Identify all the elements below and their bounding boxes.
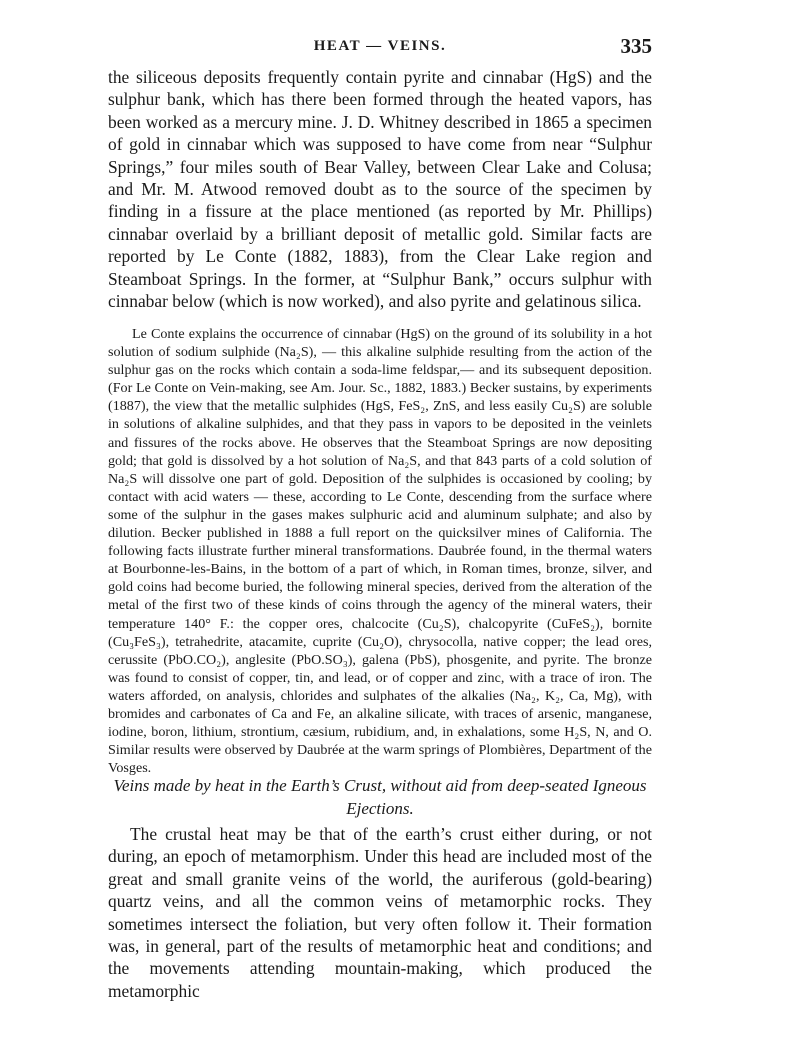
section-heading: Veins made by heat in the Earth’s Crust, without aid from deep-seated Igneous Ejections. bbox=[113, 776, 647, 818]
body-paragraph-2: The crustal heat may be that of the earth’s crust either during, or not during, an epoch of metamorphism. Under this head are included most of the great and small granite veins of the world, the auriferous (gold-bearing) quartz veins, and all the common veins of metamorphic rocks. They sometimes intersect the foliation, but very often follow it. Their formation was, in general, part of the results of metamorphic heat and conditions; and the movements attending mountain-making, which produced the metamorphic bbox=[108, 824, 652, 1001]
body-paragraph-1: the siliceous deposits frequently contain pyrite and cinnabar (HgS) and the sulphur bank, which has there been formed through the heated vapors, has been worked as a mercury mine. J. D. Whitney described in 1865 a specimen of gold in cinnabar which was supposed to have come from near “Sulphur Springs,” four miles south of Bear Valley, between Clear Lake and Colusa; and Mr. M. Atwood removed doubt as to the source of the specimen by finding in a fissure at the place mentioned (as reported by Mr. Phillips) cinnabar overlaid by a brilliant deposit of metallic gold. Similar facts are reported by Le Conte (1882, 1883), from the Clear Lake region and Steamboat Springs. In the former, at “Sulphur Bank,” occurs sulphur with cinnabar below (which is now worked), and also pyrite and gelatinous silica. bbox=[108, 67, 652, 312]
small-type-paragraph: Le Conte explains the occurrence of cinnabar (HgS) on the ground of its solubility in a hot solution of sodium sulphide (Na₂S), — this alkaline sulphide resulting from the action of the sulphur gas on the rocks which contain a soda-lime feldspar,— and its subsequent deposition. (For Le Conte on Vein-making, see Am. Jour. Sc., 1882, 1883.) Becker sustains, by experiments (1887), the view that the metallic sulphides (HgS, FeS₂, ZnS, and less easily Cu₂S) are soluble in solutions of alkaline sulphides, and that they pass in vapors to be deposited in the veinlets and fissures of the rocks above. He observes that the Steamboat Springs are now depositing gold; that gold is dissolved by a hot solution of Na₂S, and that 843 parts of a cold solution of Na₂S will dissolve one part of gold. Deposition of the sulphides is occasioned by cooling; by contact with acid waters — these, according to Le Conte, descending from the surface where some of the sulphur in the gases makes sulphuric acid and aluminum sulphate; and also by dilution. Becker published in 1888 a full report on the quicksilver mines of California. The following facts illustrate further mineral transformations. Daubrée found, in the thermal waters at Bourbonne-les-Bains, in the bottom of a part of which, in Roman times, bronze, silver, and gold coins had become buried, the following mineral species, derived from the alteration of the metal of the first two of these kinds of coins through the agency of the mineral waters, their temperature 140° F.: the copper ores, chalcocite (Cu₂S), chalcopyrite (CuFeS₂), bornite (Cu₃FeS₃), tetrahedrite, atacamite, cuprite (Cu₂O), chrysocolla, native copper; the lead ores, cerussite (PbO.CO₂), anglesite (PbO.SO₃), galena (PbS), phosgenite, and pyrite. The bronze was found to consist of copper, tin, and lead, or of copper and zinc, with a trace of iron. The waters afforded, on analysis, chlorides and sulphates of the alkalies (Na₂, K₂, Ca, Mg), with bromides and carbonates of Ca and Fe, an alkaline silicate, with traces of arsenic, manganese, iodine, boron, lithium, strontium, cæsium, rubidium, and, in exhalations, some H₂S, N, and O. Similar results were observed by Daubrée at the warm springs of Plombières, Department of the Vosges. bbox=[108, 326, 652, 777]
page-number: 335 bbox=[620, 34, 652, 58]
running-head bbox=[108, 34, 652, 58]
running-title: HEAT — VEINS. bbox=[313, 38, 447, 54]
